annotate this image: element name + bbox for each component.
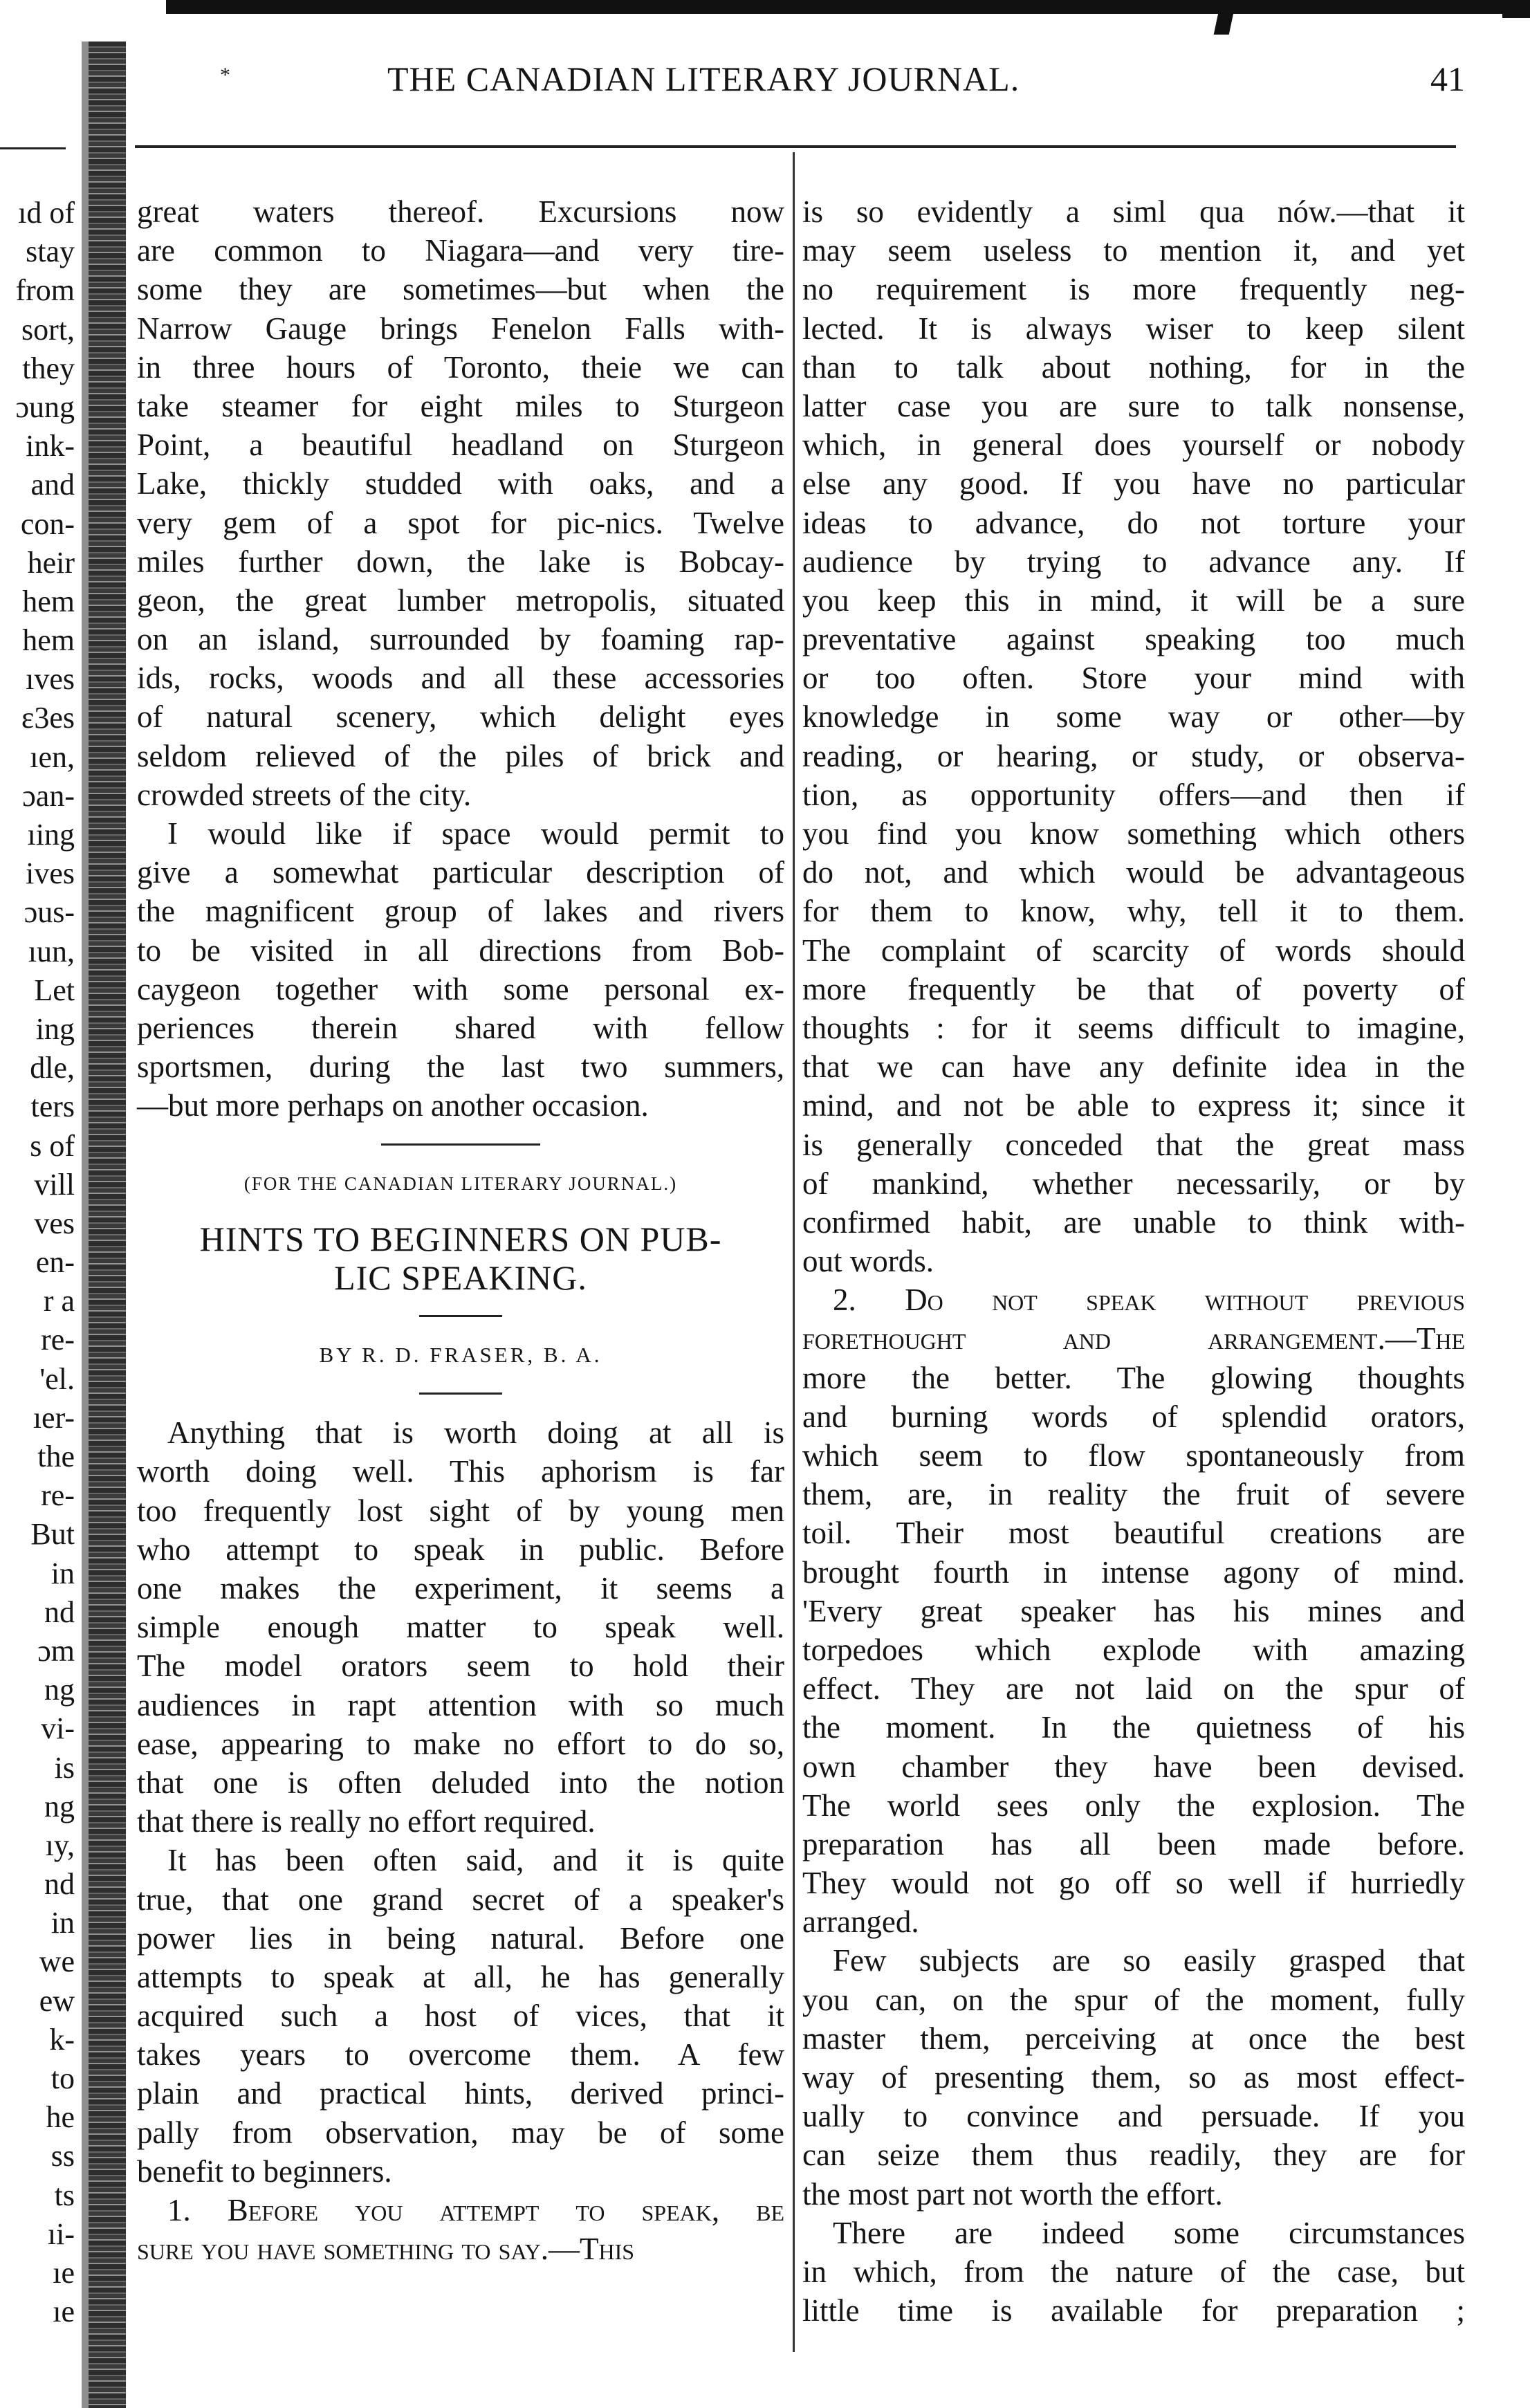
prev-page-fragment: ters xyxy=(30,1090,75,1124)
text-line: in which, from the nature of the case, but xyxy=(802,2254,1465,2289)
text-line: arranged. xyxy=(802,1904,919,1940)
text-line: benefit to beginners. xyxy=(137,2153,392,2189)
running-head: THE CANADIAN LITERARY JOURNAL. xyxy=(387,59,1020,98)
prev-page-fragment: con- xyxy=(20,506,75,541)
text-line: Anything that is worth doing at all is xyxy=(167,1415,784,1451)
prev-page-fragment: to xyxy=(50,2061,75,2095)
prev-page-fragment: re- xyxy=(41,1323,75,1357)
prev-page-fragment: ıves xyxy=(26,662,75,697)
text-line: tion, as opportunity offers—and then if xyxy=(802,777,1465,812)
text-line: mind, and not be able to express it; since it xyxy=(802,1088,1465,1123)
prev-page-fragment: we xyxy=(39,1945,75,1979)
paragraph-hint-one xyxy=(137,2191,784,2268)
text-line: to be visited in all directions from Bob- xyxy=(137,932,784,968)
prev-page-fragment: ıy, xyxy=(45,1828,75,1862)
prev-page-rule xyxy=(0,147,66,149)
text-line: more frequently be that of poverty of xyxy=(802,971,1465,1007)
text-line: acquired such a host of vices, that it xyxy=(137,1998,784,2034)
header-asterisk: * xyxy=(220,64,230,86)
prev-page-fragment: vi- xyxy=(41,1711,75,1746)
text-line: that we can have any definite idea in the xyxy=(802,1049,1465,1085)
prev-page-fragment: ıun, xyxy=(28,934,75,968)
text-line: forethought and arrangement.—The xyxy=(802,1321,1465,1357)
text-line: audiences in rapt attention with so much xyxy=(137,1687,784,1722)
article-title-line-1: HINTS TO BEGINNERS ON PUB- xyxy=(199,1219,722,1258)
prev-page-fragment: ɔan- xyxy=(22,778,75,813)
text-line: you keep this in mind, it will be a sure xyxy=(802,582,1465,618)
text-line: more the better. The glowing thoughts xyxy=(802,1360,1465,1395)
paragraph-anything-worth xyxy=(137,1413,784,1841)
prev-page-fragment: ıi- xyxy=(47,2216,75,2251)
text-line: sportsmen, during the last two summers, xyxy=(137,1049,784,1085)
text-line: in three hours of Toronto, theie we can xyxy=(137,349,784,385)
text-line: great waters thereof. Excursions now xyxy=(137,194,784,229)
prev-page-fragment: ɔus- xyxy=(24,895,75,930)
prev-page-fragment: in xyxy=(50,1556,75,1590)
text-line: I would like if space would permit to xyxy=(167,816,784,851)
text-line: takes years to overcome them. A few xyxy=(137,2037,784,2072)
text-line: little time is available for preparation ; xyxy=(802,2293,1465,2328)
text-line: plain and practical hints, derived princi- xyxy=(137,2076,784,2111)
text-line: can seize them thus readily, they are for xyxy=(802,2138,1465,2173)
prev-page-fragment: ing xyxy=(35,1011,75,1046)
prev-page-fragment: from xyxy=(15,273,75,308)
prev-page-fragment: ts xyxy=(54,2178,75,2212)
prev-page-fragment: ɛ3es xyxy=(21,701,75,735)
text-line: true, that one grand secret of a speaker's xyxy=(137,1882,784,1917)
paragraph-few-subjects xyxy=(802,1941,1465,2213)
text-line: one makes the experiment, it seems a xyxy=(137,1571,784,1606)
prev-page-fragment: ɔung xyxy=(15,389,75,424)
page-top-edge xyxy=(166,0,1530,14)
text-line: for them to know, why, tell it to them. xyxy=(802,894,1465,929)
article-byline: BY R. D. FRASER, B. A. xyxy=(319,1343,602,1368)
prev-page-fragment: he xyxy=(46,2100,75,2135)
page-number: 41 xyxy=(1430,59,1465,98)
text-line: that one is often deluded into the notion xyxy=(137,1765,784,1800)
text-line: own chamber they have been devised. xyxy=(802,1749,1465,1784)
text-line: torpedoes which explode with amazing xyxy=(802,1632,1465,1667)
text-line: 'Every great speaker has his mines and xyxy=(802,1593,1465,1628)
text-line: periences therein shared with fellow xyxy=(137,1010,784,1045)
text-line: ids, rocks, woods and all these accessories xyxy=(137,661,784,696)
prev-page-fragment: ıen, xyxy=(30,739,75,774)
text-line: the moment. In the quietness of his xyxy=(802,1710,1465,1745)
prev-page-fragment: ıe xyxy=(53,2295,75,2329)
text-line: geon, the great lumber metropolis, situated xyxy=(137,582,784,618)
prev-page-fragment: k- xyxy=(49,2022,75,2057)
text-line: ually to convince and persuade. If you xyxy=(802,2099,1465,2134)
paragraph-circumstances xyxy=(802,2214,1465,2331)
text-line: The world sees only the explosion. The xyxy=(802,1787,1465,1823)
text-line: pally from observation, may be of some xyxy=(137,2115,784,2150)
text-line: too frequently lost sight of by young men xyxy=(137,1493,784,1528)
prev-page-fragment: 'el. xyxy=(39,1361,75,1396)
byline-rule xyxy=(419,1393,502,1395)
prev-page-fragment: ıe xyxy=(53,2255,75,2290)
text-line: ideas to advance, do not torture your xyxy=(802,505,1465,540)
text-line: do not, and which would be advantageous xyxy=(802,855,1465,890)
prev-page-fragment: vill xyxy=(34,1167,75,1202)
prev-page-fragment: re- xyxy=(41,1478,75,1513)
text-line: preparation has all been made before. xyxy=(802,1826,1465,1862)
text-line: else any good. If you have no particular xyxy=(802,466,1465,502)
prev-page-fragment: they xyxy=(22,351,75,385)
text-line: of mankind, whether necessarily, or by xyxy=(802,1166,1465,1201)
prev-page-fragment: en- xyxy=(35,1245,75,1280)
text-line: or too often. Store your mind with xyxy=(802,661,1465,696)
previous-page-fragments xyxy=(0,194,75,2331)
text-line: Point, a beautiful headland on Sturgeon xyxy=(137,428,784,463)
text-line: is so evidently a siml qua nów.—that it xyxy=(802,194,1465,229)
binding-shadow xyxy=(82,42,89,2408)
text-line: of natural scenery, which delight eyes xyxy=(137,699,784,735)
text-line: reading, or hearing, or study, or observa- xyxy=(802,738,1465,773)
text-line: Narrow Gauge brings Fenelon Falls with- xyxy=(137,311,784,346)
prev-page-fragment: nd xyxy=(44,1867,75,1902)
text-line: out words. xyxy=(802,1244,934,1279)
text-line: are common to Niagara—and very tire- xyxy=(137,233,784,268)
text-line: attempts to speak at all, he has generally xyxy=(137,1959,784,1994)
text-line: knowledge in some way or other—by xyxy=(802,699,1465,735)
text-line: which, in general does yourself or nobody xyxy=(802,428,1465,463)
text-line: crowded streets of the city. xyxy=(137,777,472,812)
text-line: which seem to flow spontaneously from xyxy=(802,1438,1465,1473)
paragraph-siml-qua-now xyxy=(802,192,1465,1280)
text-line: give a somewhat particular description of xyxy=(137,855,784,890)
text-line: power lies in being natural. Before one xyxy=(137,1920,784,1956)
prev-page-fragment: and xyxy=(30,468,75,502)
column-divider xyxy=(793,152,795,2352)
text-line: simple enough matter to speak well. xyxy=(137,1610,784,1645)
text-line: no requirement is more frequently neg- xyxy=(802,272,1465,307)
prev-page-fragment: sort, xyxy=(21,312,75,347)
prev-page-fragment: ew xyxy=(39,1983,75,2018)
paragraph-often-said xyxy=(137,1841,784,2191)
text-line: 1. Before you attempt to speak, be xyxy=(167,2193,784,2227)
text-line: ease, appearing to make no effort to do so, xyxy=(137,1726,784,1761)
text-line: than to talk about nothing, for in the xyxy=(802,349,1465,385)
text-line: —but more perhaps on another occasion. xyxy=(137,1088,649,1123)
text-line: It has been often said, and it is quite xyxy=(167,1843,784,1878)
text-line: the most part not worth the effort. xyxy=(802,2176,1223,2212)
text-line: audience by trying to advance any. If xyxy=(802,544,1465,579)
text-line: very gem of a spot for pic-nics. Twelve xyxy=(137,505,784,540)
text-line: on an island, surrounded by foaming rap- xyxy=(137,622,784,657)
header-rule xyxy=(135,145,1456,148)
text-line: who attempt to speak in public. Before xyxy=(137,1532,784,1567)
prev-page-fragment: ss xyxy=(50,2139,75,2173)
prev-page-fragment: ives xyxy=(26,856,75,891)
text-line: thoughts : for it seems difficult to imagine, xyxy=(802,1010,1465,1045)
text-line: Few subjects are so easily grasped that xyxy=(833,1943,1465,1978)
text-line: caygeon together with some personal ex- xyxy=(137,971,784,1007)
section-separator xyxy=(381,1143,540,1146)
text-line: sure you have something to say.—This xyxy=(137,2232,635,2267)
text-line: that there is really no effort required. xyxy=(137,1804,596,1839)
text-line: Lake, thickly studded with oaks, and a xyxy=(137,466,784,502)
prev-page-fragment: ves xyxy=(34,1206,75,1240)
prev-page-fragment: s of xyxy=(30,1128,75,1163)
prev-page-fragment: ıer- xyxy=(33,1400,75,1435)
book-binding-gutter xyxy=(89,42,126,2408)
prev-page-fragment: the xyxy=(37,1440,75,1473)
prev-page-fragment: r a xyxy=(43,1284,75,1318)
text-line: The complaint of scarcity of words should xyxy=(802,932,1465,968)
paragraph-space-permit xyxy=(137,814,784,1125)
prev-page-fragment: dle, xyxy=(30,1051,75,1085)
prev-page-fragment: ɔm xyxy=(37,1633,75,1668)
text-line: some they are sometimes—but when the xyxy=(137,272,784,307)
text-line: The model orators seem to hold their xyxy=(137,1648,784,1684)
prev-page-fragment: ng xyxy=(44,1673,75,1707)
text-line: There are indeed some circumstances xyxy=(833,2215,1465,2250)
text-line: them, are, in reality the fruit of severe xyxy=(802,1477,1465,1512)
text-line: and burning words of splendid orators, xyxy=(802,1399,1465,1434)
text-line: brought fourth in intense agony of mind. xyxy=(802,1554,1465,1590)
text-line: take steamer for eight miles to Sturgeon xyxy=(137,388,784,423)
article-credit: (FOR THE CANADIAN LITERARY JOURNAL.) xyxy=(243,1173,678,1194)
text-line: They would not go off so well if hurriedly xyxy=(802,1866,1465,1901)
text-line: seldom relieved of the piles of brick and xyxy=(137,738,784,773)
prev-page-fragment: is xyxy=(54,1750,75,1785)
paragraph-hint-two xyxy=(802,1280,1465,1941)
prev-page-fragment: But xyxy=(30,1517,75,1552)
prev-page-fragment: ıd of xyxy=(18,196,75,230)
article-title-line-2: LIC SPEAKING. xyxy=(334,1258,587,1297)
text-line: is generally conceded that the great mass xyxy=(802,1127,1465,1162)
text-line: lected. It is always wiser to keep silent xyxy=(802,311,1465,346)
text-line: toil. Their most beautiful creations are xyxy=(802,1516,1465,1551)
text-line: master them, perceiving at once the best xyxy=(802,2021,1465,2056)
prev-page-fragment: heir xyxy=(27,545,75,580)
text-line: may seem useless to mention it, and yet xyxy=(802,233,1465,268)
text-line: effect. They are not laid on the spur of xyxy=(802,1671,1465,1707)
text-line: preventative against speaking too much xyxy=(802,622,1465,657)
text-line: confirmed habit, are unable to think with- xyxy=(802,1204,1465,1240)
text-line: miles further down, the lake is Bobcay- xyxy=(137,544,784,579)
right-column xyxy=(802,192,1465,2330)
prev-page-fragment: ink- xyxy=(26,429,75,463)
text-line: way of presenting them, so as most effect- xyxy=(802,2060,1465,2095)
paragraph-excursions xyxy=(137,192,784,814)
text-line: the magnificent group of lakes and rivers xyxy=(137,894,784,929)
text-line: worth doing well. This aphorism is far xyxy=(137,1454,784,1489)
prev-page-fragment: hem xyxy=(22,623,75,658)
prev-page-fragment: in xyxy=(50,1906,75,1940)
page-corner-mark xyxy=(1502,0,1530,18)
prev-page-fragment: ng xyxy=(44,1789,75,1823)
text-line: you can, on the spur of the moment, fully xyxy=(802,1982,1465,2017)
prev-page-fragment: stay xyxy=(26,235,75,269)
text-line: latter case you are sure to talk nonsense, xyxy=(802,388,1465,423)
prev-page-fragment: hem xyxy=(22,584,75,618)
prev-page-fragment: ıing xyxy=(27,818,75,852)
left-column xyxy=(137,192,784,2268)
prev-page-fragment: Let xyxy=(34,973,75,1007)
prev-page-fragment: nd xyxy=(44,1594,75,1629)
title-rule xyxy=(419,1315,502,1317)
text-line: 2. Do not speak without previous xyxy=(833,1283,1465,1318)
text-line: you find you know something which others xyxy=(802,816,1465,851)
